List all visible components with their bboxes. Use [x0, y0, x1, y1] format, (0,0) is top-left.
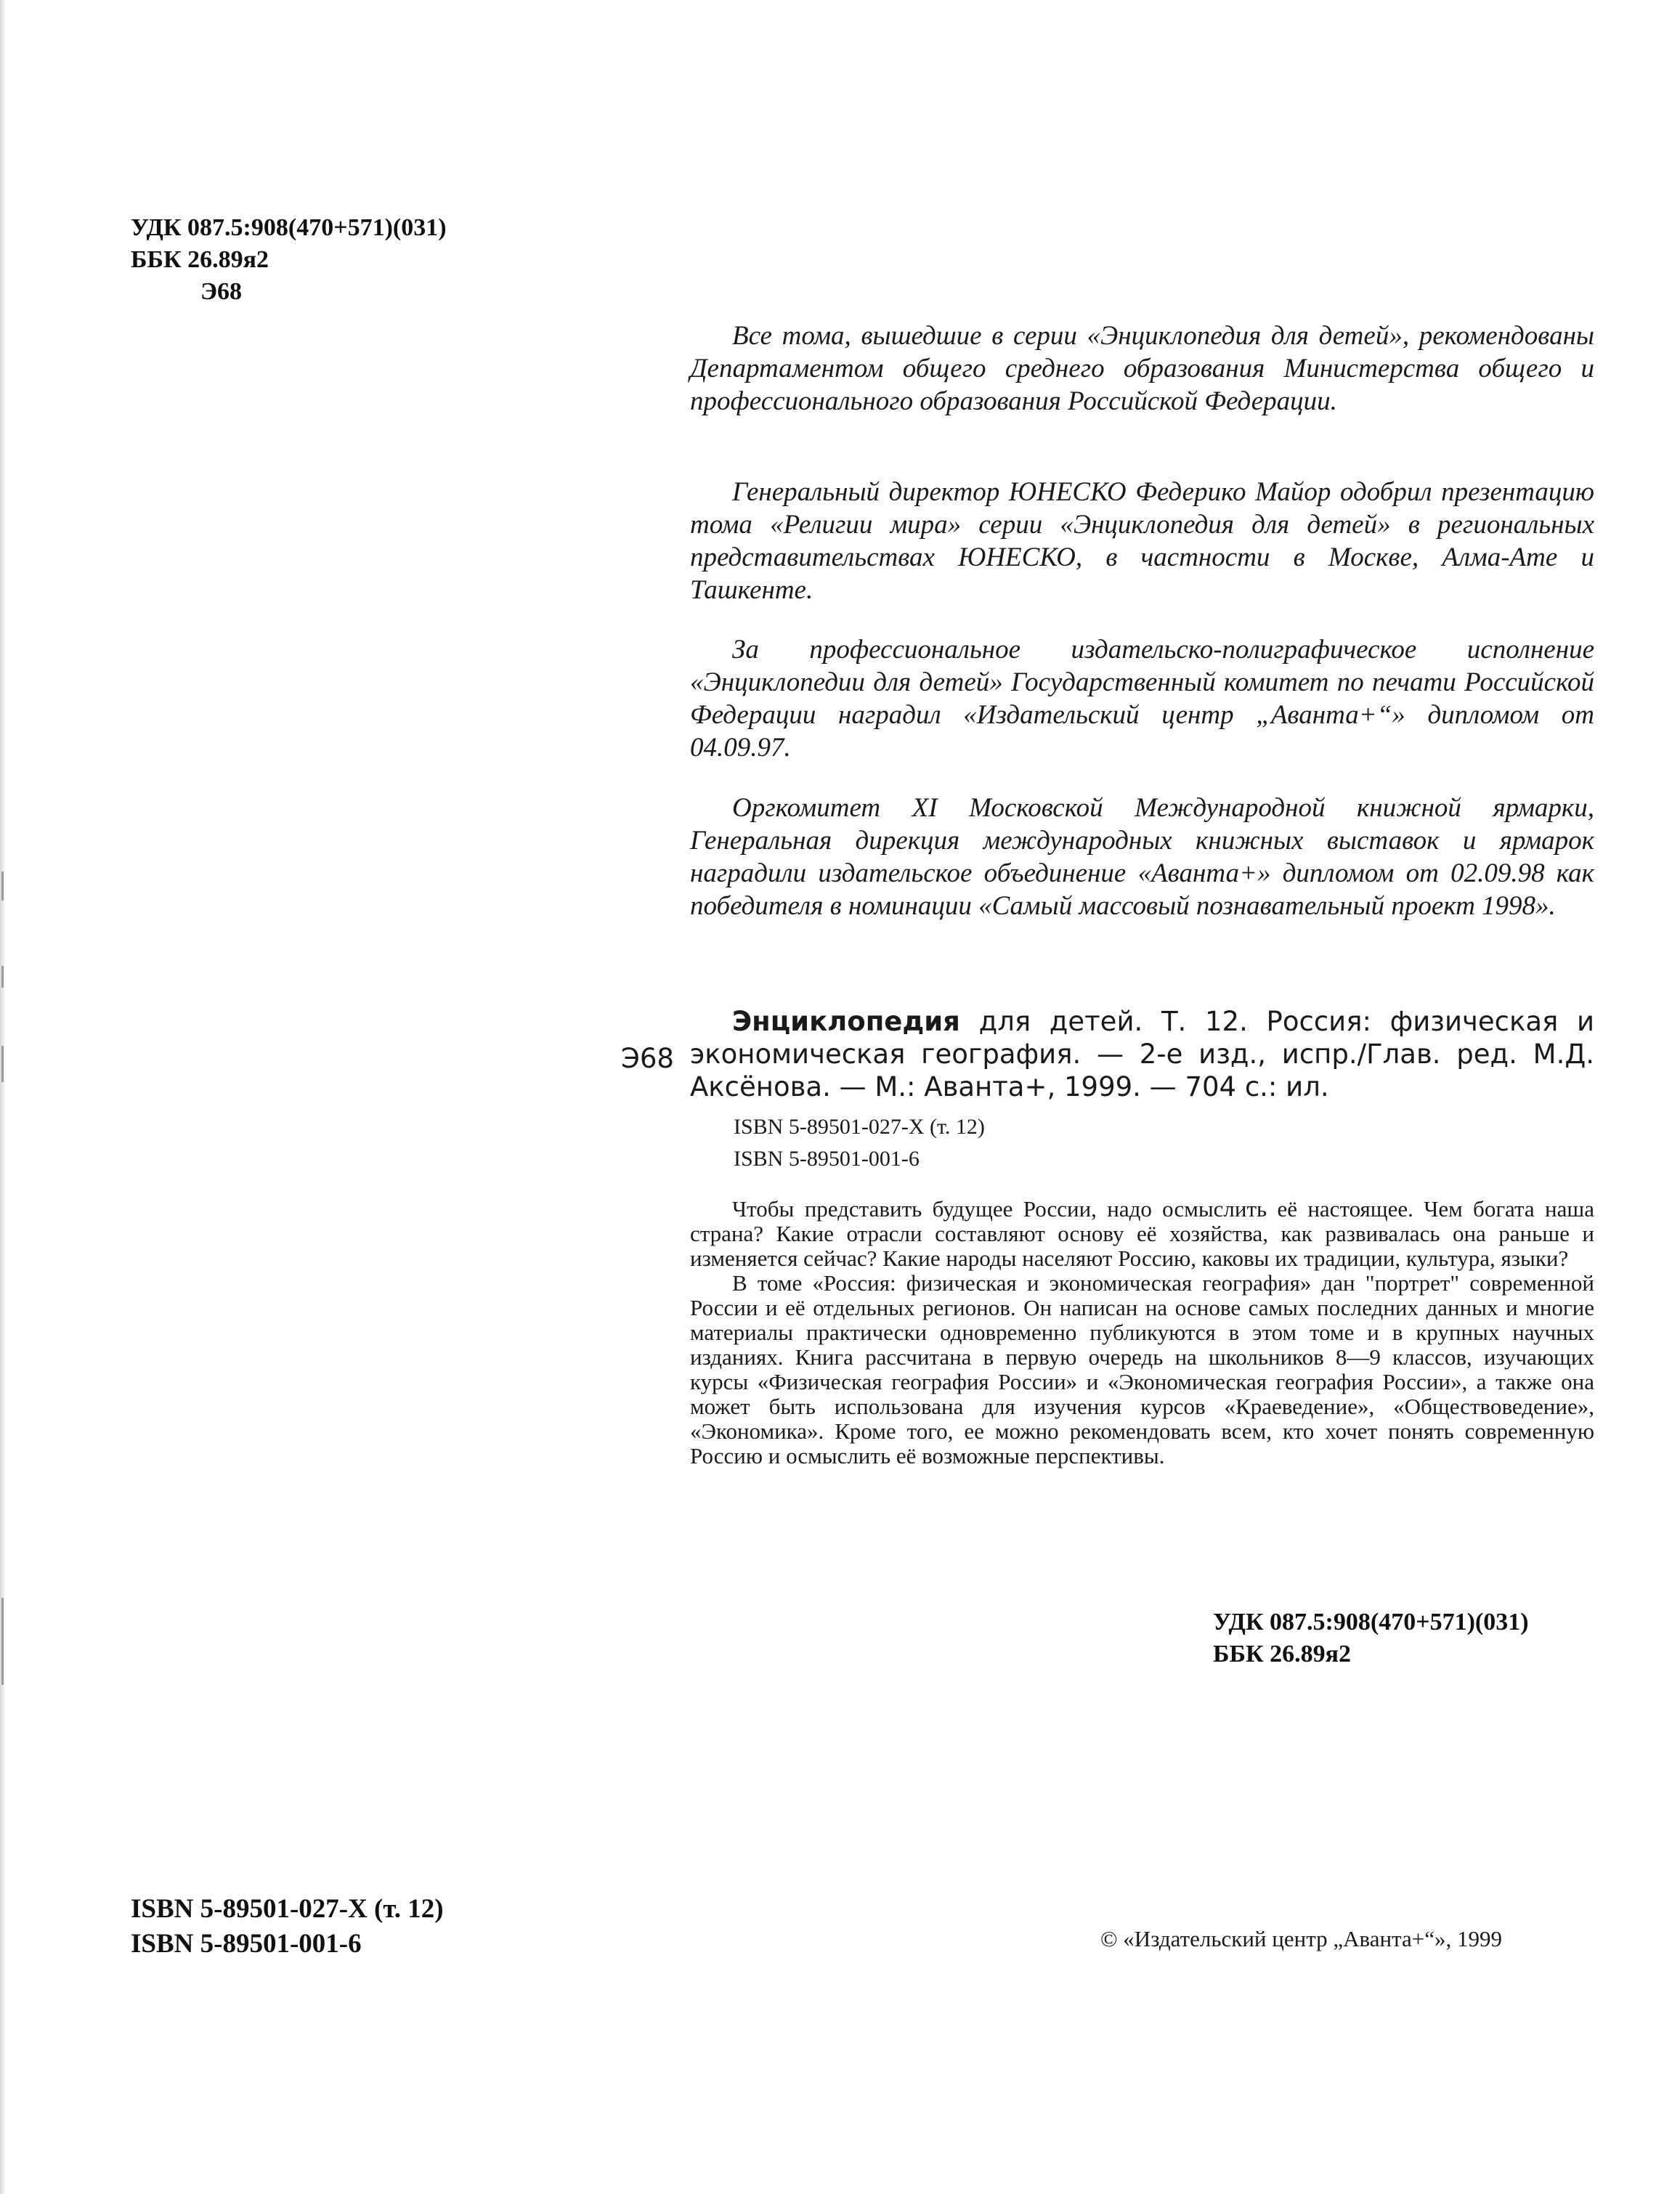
- recommendation-paragraph-3: За профессиональное издательско-полиграфическое исполнение «Энциклопедии для детей» Государственный комитет по печати Российской Федерации наградил «Издательский центр „Аванта+“» дипломом от 04.09.97.: [690, 635, 1594, 763]
- catalog-author-code: Э68: [621, 1043, 674, 1074]
- catalog-title-lead: Энциклопедия: [732, 1006, 960, 1037]
- bottom-udk-code: УДК 087.5:908(470+571)(031): [1213, 1609, 1529, 1636]
- catalog-description: [690, 1005, 1594, 1103]
- catalog-isbn-volume: ISBN 5-89501-027-X (т. 12): [734, 1115, 985, 1139]
- scan-edge-mark: [1, 1046, 4, 1082]
- isbn-footer: [131, 1892, 444, 1962]
- footer-isbn-series: ISBN 5-89501-001-6: [131, 1929, 362, 1959]
- scan-edge-mark: [1, 1598, 4, 1685]
- recommendation-paragraph-2: Генеральный директор ЮНЕСКО Федерико Майор одобрил презентацию тома «Религии мира» серии «Энциклопедия для детей» в региональных представительствах ЮНЕСКО, в частности в Москве, Алма-Ате и Ташкенте.: [690, 477, 1594, 605]
- catalog-isbn-series: ISBN 5-89501-001-6: [734, 1147, 920, 1171]
- recommendation-paragraph-1: Все тома, вышедшие в серии «Энциклопедия для детей», рекомендованы Департаментом общего среднего образования Министерства общего и профессионального образования Российской Федерации.: [690, 321, 1594, 416]
- scan-edge-mark: [1, 966, 4, 988]
- bottom-bbk-code: ББК 26.89я2: [1213, 1641, 1352, 1667]
- book-abstract: [690, 1197, 1594, 1468]
- bottom-classification: [1213, 1606, 1529, 1670]
- page-binding-edge: [0, 0, 6, 2194]
- top-classification: [131, 212, 447, 308]
- top-bbk-code: ББК 26.89я2: [131, 246, 269, 273]
- footer-isbn-volume: ISBN 5-89501-027-X (т. 12): [131, 1894, 444, 1924]
- catalog-title-rest: для детей. Т. 12. Россия: физическая и экономическая география. — 2-е изд., испр./Глав. ред. М.Д. Аксёнова. — М.: Аванта+, 1999. — 704 с.: ил.: [690, 1006, 1594, 1102]
- top-author-code: Э68: [200, 278, 243, 305]
- recommendation-paragraph-4: Оргкомитет XI Московской Международной книжной ярмарки, Генеральная дирекция международных книжных выставок и ярмарок наградили издательское объединение «Аванта+» дипломом от 02.09.98 как победителя в номинации «Самый массовый познавательный проект 1998».: [690, 793, 1594, 921]
- scan-edge-mark: [1, 871, 4, 901]
- copyright-notice: © «Издательский центр „Аванта+“», 1999: [1100, 1926, 1503, 1951]
- abstract-paragraph-1: Чтобы представить будущее России, надо осмыслить её настоящее. Чем богата наша страна? Какие отрасли составляют основу её хозяйства, как развивалась она раньше и изменяется сейчас? Какие народы населяют Россию, каковы их традиции, культура, языки?: [690, 1196, 1594, 1271]
- top-udk-code: УДК 087.5:908(470+571)(031): [131, 214, 447, 241]
- abstract-paragraph-2: В томе «Россия: физическая и экономическая география» дан "портрет" современной России и её отдельных регионов. Он написан на основе самых последних данных и многие материалы практически одновременно публикуются в этом томе и в крупных научных изданиях. Книга рассчитана в первую очередь на школьников 8—9 классов, изучающих курсы «Физическая география России» и «Экономическая география России», а также она может быть использована для изучения курсов «Краеведение», «Обществоведение», «Экономика». Кроме того, ее можно рекомендовать всем, кто хочет понять современную Россию и осмыслить её возможные перспективы.: [690, 1270, 1594, 1468]
